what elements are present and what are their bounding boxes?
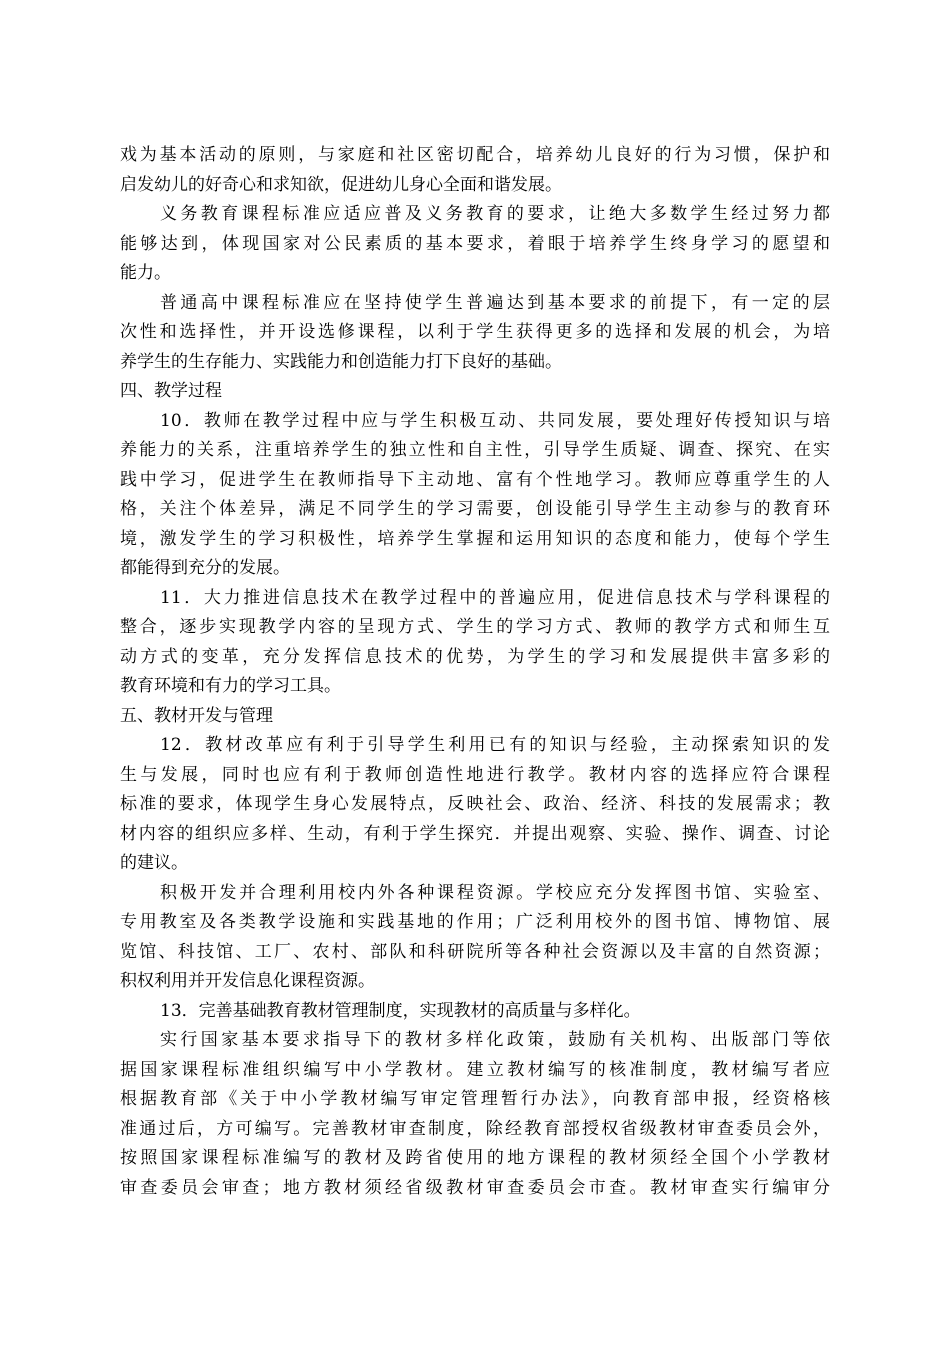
text-line: 审查委员会审查；地方教材须经省级教材审查委员会市查。教材审查实行编审分: [120, 1177, 830, 1198]
text-line: 普通高中课程标准应在坚持使学生普遍达到基本要求的前提下，有一定的层: [160, 292, 830, 313]
text-line: 根据教育部《关于中小学教材编写审定管理暂行办法》，向教育部申报，经资格核: [120, 1089, 830, 1109]
text-line: 次性和选择性，并开设选修课程，以利于学生获得更多的选择和发展的机会，为培: [120, 322, 830, 342]
text-line: 五、教材开发与管理: [120, 705, 273, 726]
text-line: 材内容的组织应多样、生动，有利于学生探究．并提出观察、实验、操作、调查、讨论: [120, 823, 830, 844]
text-line: 整合，逐步实现教学内容的呈现方式、学生的学习方式、教师的教学方式和师生互: [120, 617, 830, 637]
text-line: 义务教育课程标准应适应普及义务教育的要求，让绝大多数学生经过努力都: [160, 204, 830, 224]
text-line: 积极开发并合理利用校内外各种课程资源。学校应充分发挥图书馆、实验室、: [160, 882, 830, 903]
text-line: 标准的要求，体现学生身心发展特点，反映社会、政治、经济、科技的发展需求；教: [120, 794, 830, 814]
text-line: 积权利用并开发信息化课程资源。: [120, 971, 375, 991]
text-line: 能够达到，体现国家对公民素质的基本要求，着眼于培养学生终身学习的愿望和: [120, 233, 830, 254]
text-line: 实行国家基本要求指导下的教材多样化政策，鼓励有关机构、出版部门等依: [160, 1030, 830, 1050]
text-line: 准通过后，方可编写。完善教材审查制度，除经教育部授权省级教材审查委员会外，: [120, 1118, 830, 1139]
text-line: 四、教学过程: [120, 381, 222, 401]
text-line: 按照国家课程标准编写的教材及跨省使用的地方课程的教材须经全国个小学教材: [120, 1148, 830, 1168]
text-line: 教育环境和有力的学习工具。: [120, 676, 341, 696]
text-line: 13．完善基础教育教材管理制度，实现教材的高质量与多样化。: [160, 1000, 641, 1021]
text-line: 养学生的生存能力、实践能力和创造能力打下良好的基础。: [120, 351, 562, 372]
text-line: 据国家课程标准组织编写中小学教材。建立教材编写的核准制度，教材编写者应: [120, 1059, 830, 1080]
text-line: 的建议。: [120, 853, 188, 873]
text-line: 格，关注个体差异，满足不同学生的学习需要，创设能引导学生主动参与的教育环: [120, 499, 830, 519]
text-line: 境，激发学生的学习积极性，培养学生掌握和运用知识的态度和能力，使每个学生: [120, 528, 830, 549]
text-line: 览馆、科技馆、工厂、农村、部队和科研院所等各种社会资源以及丰富的自然资源；: [120, 941, 830, 962]
text-line: 都能得到充分的发展。: [120, 558, 290, 578]
text-line: 12．教材改革应有利于引导学生利用已有的知识与经验，主动探索知识的发: [160, 735, 830, 755]
text-line: 养能力的关系，注重培养学生的独立性和自主性，引导学生质疑、调查、探究、在实: [120, 440, 830, 460]
text-line: 专用教室及各类教学设施和实践基地的作用；广泛利用校外的图书馆、博物馆、展: [120, 912, 830, 932]
text-line: 戏为基本活动的原则，与家庭和社区密切配合，培养幼儿良好的行为习惯，保护和: [120, 145, 830, 165]
text-line: 10．教师在教学过程中应与学生积极互动、共同发展，要处理好传授知识与培: [160, 410, 830, 431]
text-line: 动方式的变革，充分发挥信息技术的优势，为学生的学习和发展提供丰富多彩的: [120, 646, 830, 667]
text-line: 启发幼儿的好奇心和求知欲，促进幼儿身心全面和谐发展。: [120, 174, 562, 195]
text-line: 践中学习，促进学生在教师指导下主动地、富有个性地学习。教师应尊重学生的人: [120, 469, 830, 490]
document-body: [120, 141, 830, 1203]
text-line: 11．大力推进信息技术在教学过程中的普遍应用，促进信息技术与学科课程的: [160, 587, 830, 608]
text-line: 生与发展，同时也应有利于教师创造性地进行教学。教材内容的选择应符合课程: [120, 764, 830, 785]
text-line: 能力。: [120, 263, 171, 283]
